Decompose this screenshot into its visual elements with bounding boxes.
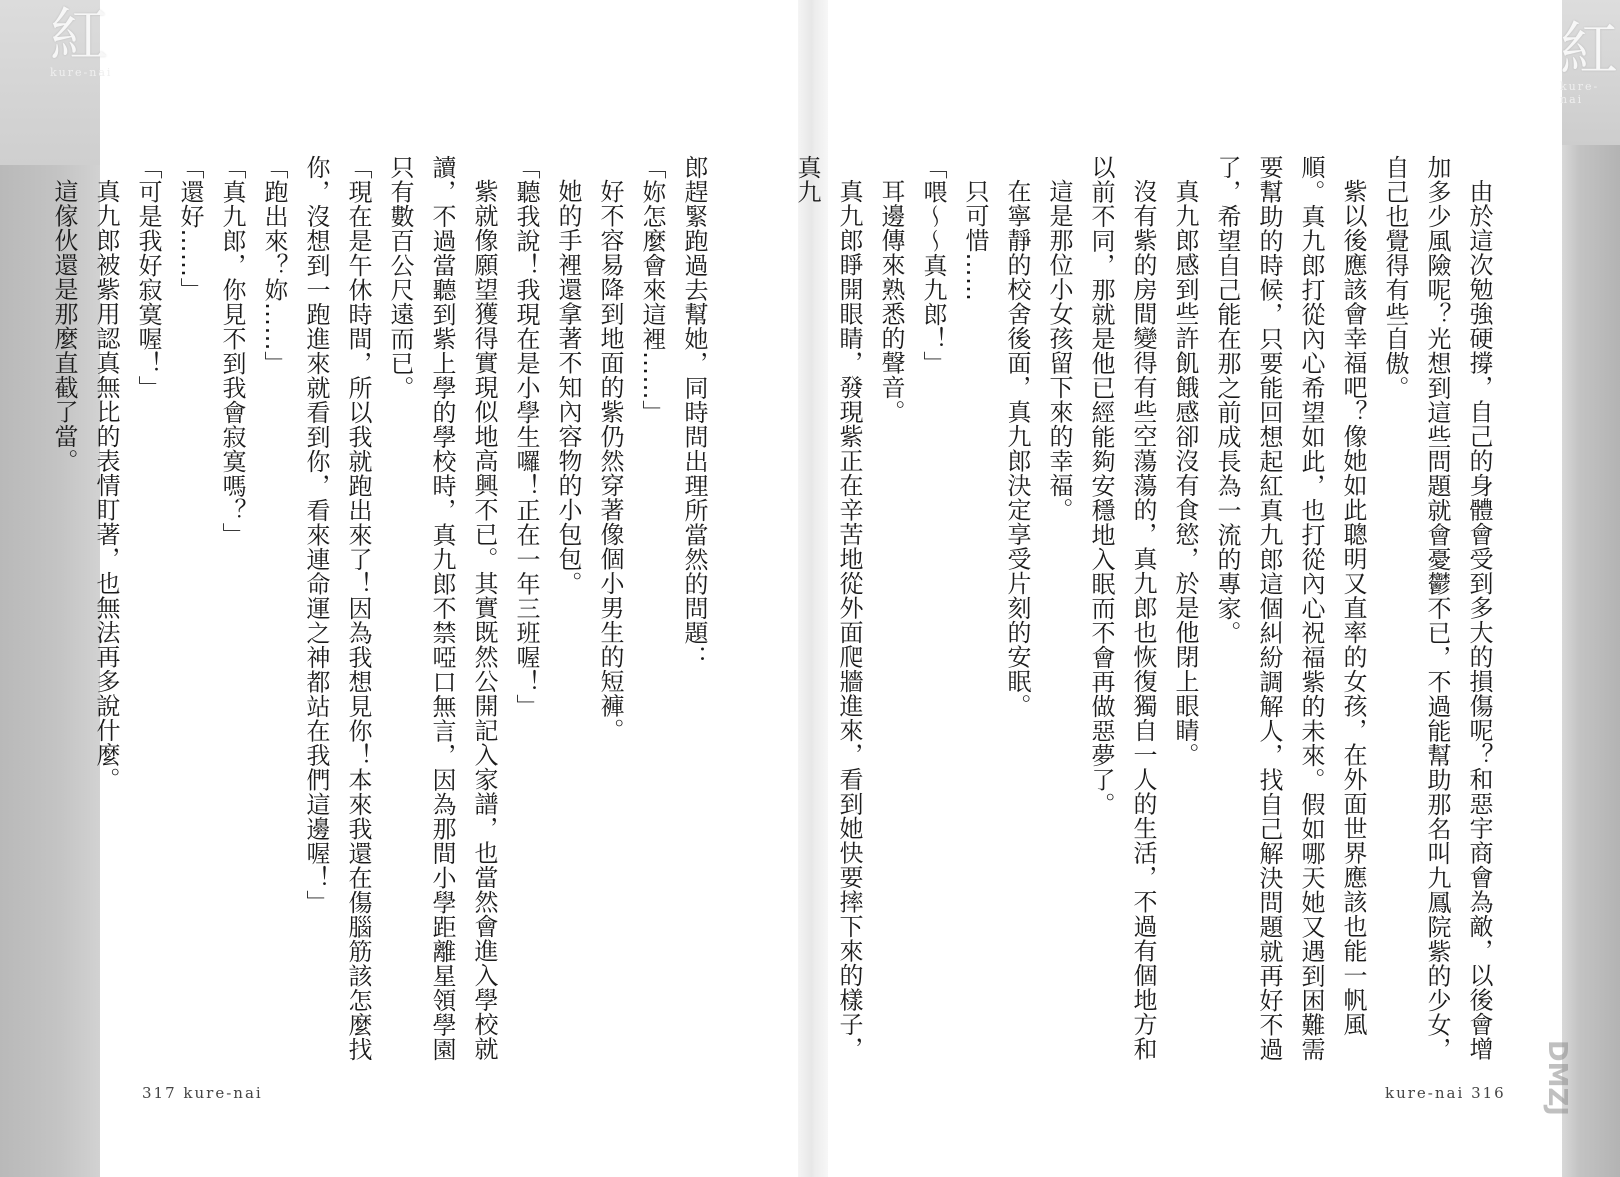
logo-roman: kure-nai (1560, 80, 1600, 106)
running-head: kure-nai (183, 1084, 263, 1102)
dialogue-line: 「妳怎麼會來這裡……」 (638, 155, 666, 425)
dialogue-line: 「還好……」 (176, 155, 204, 302)
page-316-text (793, 155, 1500, 1085)
site-watermark: DMZJ (1542, 1040, 1572, 1116)
paragraph: 在寧靜的校舍後面，真九郎決定享受片刻的安眠。 (1003, 179, 1031, 718)
paragraph: 真九郎睜開眼睛，發現紫正在辛苦地從外面爬牆進來，看到她快要摔下來的樣子，真九 (793, 155, 863, 1061)
page-number: 317 (142, 1084, 177, 1102)
dialogue-line: 「跑出來？妳……」 (260, 155, 288, 376)
logo-kanji: 紅 (50, 1, 109, 69)
paragraph: 只可惜…… (961, 179, 989, 302)
paragraph: 這是那位小女孩留下來的幸福。 (1045, 179, 1073, 522)
series-logo-right (1560, 15, 1620, 106)
logo-roman: kure-nai (50, 66, 113, 79)
paragraph: 好不容易降到地面的紫仍然穿著像個小男生的短褲。 (596, 179, 624, 743)
paragraph: 真九郎感到些許飢餓感卻沒有食慾，於是他閉上眼睛。 (1171, 179, 1199, 767)
paragraph: 耳邊傳來熟悉的聲音。 (877, 179, 905, 424)
dialogue-line: 「真九郎，你見不到我會寂寞嗎？」 (218, 155, 246, 547)
paragraph: 紫就像願望獲得實現似地高興不已。其實既然公開記入家譜，也當然會進入學校就讀，不過當聽到紫上學的學校時，真九郎不禁啞口無言，因為那間小學距離星領學園只有數百公尺遠而已。 (386, 155, 498, 1062)
page-footer-right (1385, 1084, 1506, 1102)
paragraph: 紫以後應該會幸福吧？像她如此聰明又直率的女孩，在外面世界應該也能一帆風順。真九郎打從內心希望如此，也打從內心祝福紫的未來。假如哪天她又遇到困難需要幫助的時候，只要能回想起紅真九郎這個糾紛調解人，找自己解決問題就再好不過了，希望自己能在那之前成長為一流的專家。 (1213, 155, 1367, 1062)
dialogue-line: 「現在是午休時間，所以我就跑出來了！因為我想見你！本來我還在傷腦筋該怎麼找你，沒想到一跑進來就看到你，看來連命運之神都站在我們這邊喔！」 (302, 155, 372, 1062)
page-317-text (50, 155, 715, 1085)
paragraph: 她的手裡還拿著不知內容物的小包包。 (554, 179, 582, 596)
running-head: kure-nai (1385, 1084, 1465, 1102)
paragraph: 沒有紫的房間變得有些空蕩蕩的，真九郎也恢復獨自一人的生活，不過有個地方和以前不同，那就是他已經能夠安穩地入眠而不會再做惡夢了。 (1087, 155, 1157, 1061)
paragraph: 這傢伙還是那麼直截了當。 (50, 179, 78, 473)
paragraph: 真九郎被紫用認真無比的表情盯著，也無法再多說什麼。 (92, 179, 120, 792)
paragraph: 由於這次勉強硬撐，自己的身體會受到多大的損傷呢？和惡宇商會為敵，以後會增加多少風險呢？光想到這些問題就會憂鬱不已，不過能幫助那名叫九鳳院紫的少女，自己也覺得有些自傲。 (1381, 155, 1493, 1062)
page-number: 316 (1471, 1084, 1506, 1102)
series-logo-left (50, 1, 113, 79)
page-footer-left (142, 1084, 263, 1102)
paragraph-continued: 郎趕緊跑過去幫她，同時問出理所當然的問題： (680, 155, 708, 670)
logo-kanji: 紅 (1560, 15, 1619, 83)
dialogue-line: 「聽我說！我現在是小學生囉！正在一年三班喔！」 (512, 155, 540, 719)
dialogue-line: 「可是我好寂寞喔！」 (134, 155, 162, 400)
right-margin-strip (1562, 0, 1620, 1177)
dialogue-line: 「喂～～真九郎！」 (919, 155, 947, 376)
